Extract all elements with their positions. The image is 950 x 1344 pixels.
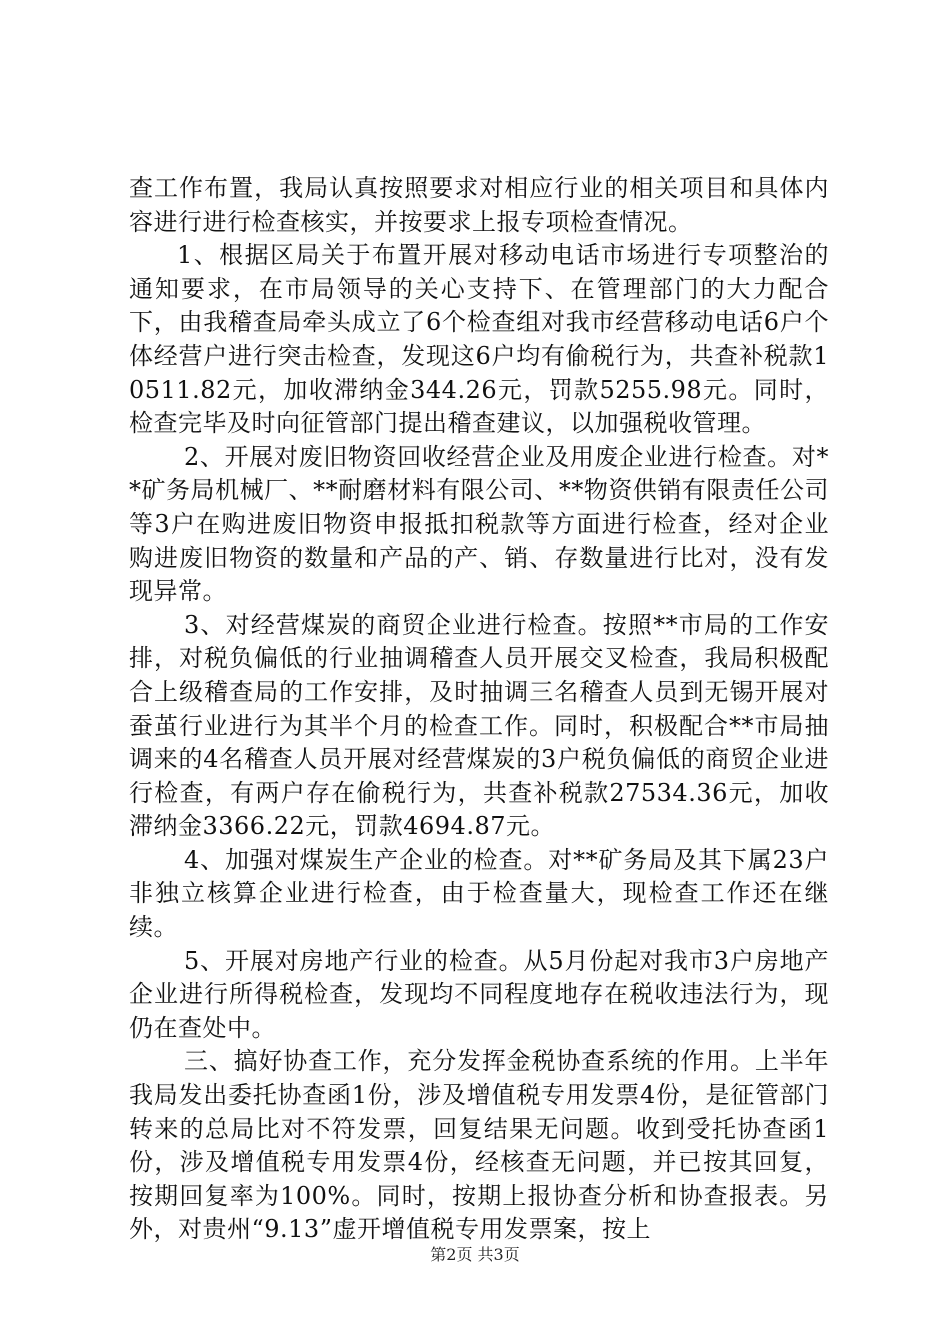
paragraph-item-1: 1、根据区局关于布置开展对移动电话市场进行专项整治的通知要求，在市局领导的关心支持下、在管理部门的大力配合下，由我稽查局牵头成立了6个检查组对我市经营移动电话6户个体经营户进行突击检查，发现这6户均有偷税行为，共查补税款10511.82元，加收滞纳金344.26元，罚款5255.98元。同时，检查完毕及时向征管部门提出稽查建议，以加强税收管理。 [129, 241, 829, 438]
paragraph-item-3: 3、对经营煤炭的商贸企业进行检查。按照**市局的工作安排，对税负偏低的行业抽调稽查人员开展交叉检查，我局积极配合上级稽查局的工作安排，及时抽调三名稽查人员到无锡开展对蚕茧行业进行为其半个月的检查工作。同时，积极配合**市局抽调来的4名稽查人员开展对经营煤炭的3户税负偏低的商贸企业进行检查，有两户存在偷税行为，共查补税款27534.36元，加收滞纳金3366.22元，罚款4694.87元。 [129, 610, 829, 841]
paragraph-item-4: 4、加强对煤炭生产企业的检查。对**矿务局及其下属23户非独立核算企业进行检查，由于检查量大，现检查工作还在继续。 [129, 845, 829, 942]
paragraph-item-2: 2、开展对废旧物资回收经营企业及用废企业进行检查。对**矿务局机械厂、**耐磨材料有限公司、**物资供销有限责任公司等3户在购进废旧物资申报抵扣税款等方面进行检查，经对企业购进废旧物资的数量和产品的产、销、存数量进行比对，没有发现异常。 [129, 442, 829, 606]
paragraph-section-3: 三、搞好协查工作，充分发挥金税协查系统的作用。上半年我局发出委托协查函1份，涉及增值税专用发票4份，是征管部门转来的总局比对不符发票，回复结果无问题。收到受托协查函1份，涉及增值税专用发票4份，经核查无问题，并已按其回复，按期回复率为100%。同时，按期上报协查分析和协查报表。另外，对贵州“9.13”虚开增值税专用发票案，按上 [129, 1047, 829, 1244]
document-body [129, 172, 829, 1247]
paragraph-item-5: 5、开展对房地产行业的检查。从5月份起对我市3户房地产企业进行所得税检查，发现均不同程度地存在税收违法行为，现仍在查处中。 [129, 946, 829, 1042]
paragraph-continuation: 查工作布置，我局认真按照要求对相应行业的相关项目和具体内容进行进行检查核实，并按要求上报专项检查情况。 [129, 174, 829, 236]
page-footer: 第2页 共3页 [430, 1245, 520, 1264]
